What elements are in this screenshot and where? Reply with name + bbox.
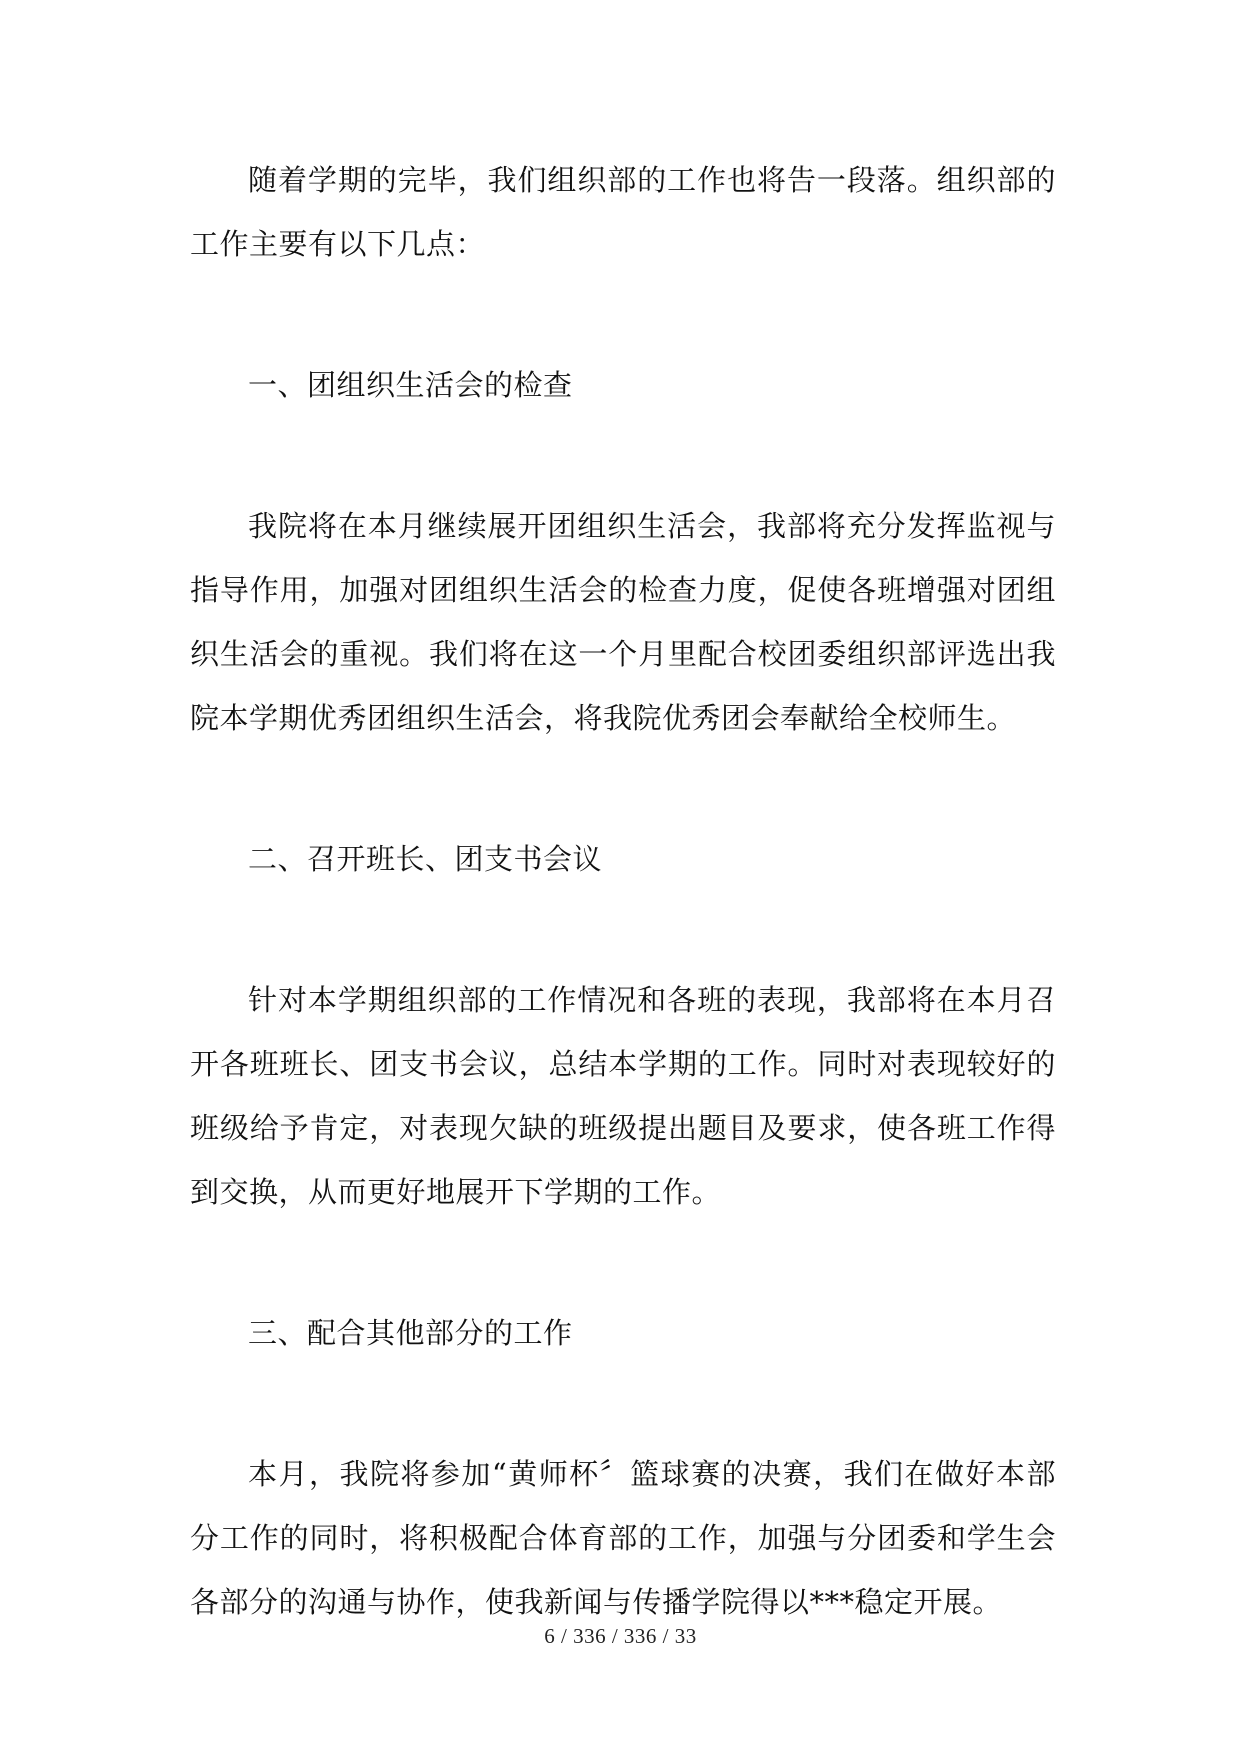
page-number-footer: 6 / 336 / 336 / 33 (544, 1624, 697, 1648)
document-body (190, 148, 1056, 1634)
section-heading-1: 一、团组织生活会的检查 (248, 368, 573, 402)
section-heading-3: 三、配合其他部分的工作 (248, 1316, 573, 1350)
section-body-3: 本月，我院将参加“黄师杯〞篮球赛的决赛，我们在做好本部分工作的同时，将积极配合体育部的工作，加强与分团委和学生会各部分的沟通与协作，使我新闻与传播学院得以***稳定开展。 (190, 1457, 1056, 1619)
section-body-1: 我院将在本月继续展开团组织生活会，我部将充分发挥监视与指导作用，加强对团组织生活会的检查力度，促使各班增强对团组织生活会的重视。我们将在这一个月里配合校团委组织部评选出我院本学期优秀团组织生活会，将我院优秀团会奉献给全校师生。 (190, 509, 1056, 735)
intro-paragraph: 随着学期的完毕，我们组织部的工作也将告一段落。组织部的工作主要有以下几点： (190, 163, 1056, 261)
section-heading-2: 二、召开班长、团支书会议 (248, 842, 603, 876)
section-body-2: 针对本学期组织部的工作情况和各班的表现，我部将在本月召开各班班长、团支书会议，总结本学期的工作。同时对表现较好的班级给予肯定，对表现欠缺的班级提出题目及要求，使各班工作得到交换，从而更好地展开下学期的工作。 (190, 983, 1056, 1209)
